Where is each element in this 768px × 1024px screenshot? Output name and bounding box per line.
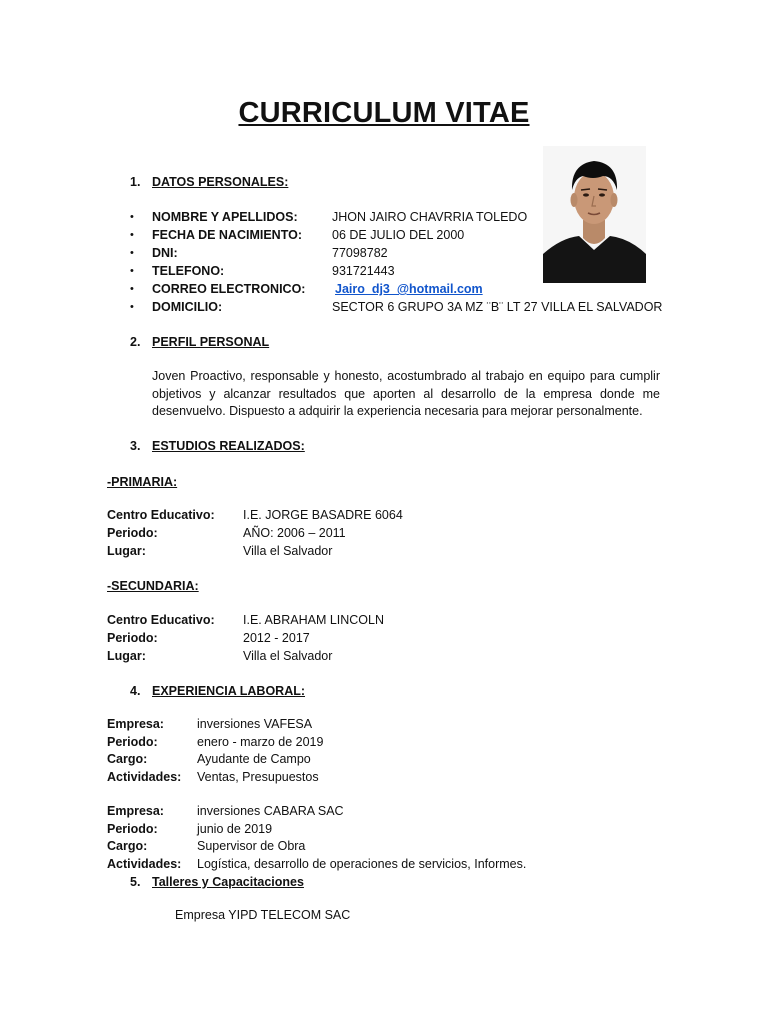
exp-label: Actividades:: [107, 857, 182, 871]
field-label: DNI:: [152, 246, 178, 260]
bullet: •: [130, 211, 134, 223]
person-photo-icon: [543, 146, 646, 283]
bullet: •: [130, 301, 134, 313]
email-link[interactable]: Jairo_dj3_@hotmail.com: [335, 282, 483, 296]
exp-value: inversiones CABARA SAC: [197, 804, 344, 818]
section-number: 4.: [130, 684, 141, 698]
bullet: •: [130, 229, 134, 241]
section-title: ESTUDIOS REALIZADOS:: [152, 439, 305, 453]
secundaria-heading: -SECUNDARIA:: [107, 579, 199, 593]
exp-value: inversiones VAFESA: [197, 717, 313, 731]
edu-value: Villa el Salvador: [243, 649, 333, 663]
field-value: JHON JAIRO CHAVRRIA TOLEDO: [332, 210, 528, 224]
edu-label: Lugar:: [107, 544, 146, 558]
exp-value: Ayudante de Campo: [197, 752, 311, 766]
field-value: 06 DE JULIO DEL 2000: [332, 228, 465, 242]
field-value: SECTOR 6 GRUPO 3A MZ ¨B¨ LT 27 VILLA EL SALVADOR: [332, 300, 663, 314]
bullet: •: [130, 247, 134, 259]
section-number: 1.: [130, 175, 141, 189]
edu-label: Centro Educativo:: [107, 613, 215, 627]
exp-label: Empresa:: [107, 717, 164, 731]
field-label: CORREO ELECTRONICO:: [152, 282, 306, 296]
section-title: DATOS PERSONALES:: [152, 175, 289, 189]
exp-label: Cargo:: [107, 839, 148, 853]
exp-value: Ventas, Presupuestos: [197, 770, 319, 784]
exp-value: enero - marzo de 2019: [197, 735, 324, 749]
exp-label: Periodo:: [107, 735, 158, 749]
exp-label: Cargo:: [107, 752, 148, 766]
exp-value: Supervisor de Obra: [197, 839, 306, 853]
edu-value: Villa el Salvador: [243, 544, 333, 558]
workshop-item: Empresa YIPD TELECOM SAC: [175, 908, 351, 922]
field-label: DOMICILIO:: [152, 300, 223, 314]
edu-value: I.E. ABRAHAM LINCOLN: [243, 613, 385, 627]
edu-value: 2012 - 2017: [243, 631, 310, 645]
profile-photo: [543, 146, 646, 283]
edu-label: Periodo:: [107, 631, 158, 645]
section-number: 2.: [130, 335, 141, 349]
field-label: TELEFONO:: [152, 264, 225, 278]
section-number: 3.: [130, 439, 141, 453]
page-title: CURRICULUM VITAE: [238, 97, 530, 129]
field-value: 77098782: [332, 246, 388, 260]
edu-label: Periodo:: [107, 526, 158, 540]
exp-label: Periodo:: [107, 822, 158, 836]
section-title: PERFIL PERSONAL: [152, 335, 270, 349]
edu-value: AÑO: 2006 – 2011: [243, 526, 346, 540]
section-title: EXPERIENCIA LABORAL:: [152, 684, 306, 698]
edu-value: I.E. JORGE BASADRE 6064: [243, 508, 403, 522]
bullet: •: [130, 283, 134, 295]
edu-label: Lugar:: [107, 649, 146, 663]
field-label: NOMBRE Y APELLIDOS:: [152, 210, 298, 224]
bullet: •: [130, 265, 134, 277]
edu-label: Centro Educativo:: [107, 508, 215, 522]
primaria-heading: -PRIMARIA:: [107, 475, 178, 489]
exp-value: junio de 2019: [197, 822, 273, 836]
exp-label: Empresa:: [107, 804, 164, 818]
profile-paragraph: Joven Proactivo, responsable y honesto, acostumbrado al trabajo en equipo para cumplir objetivos y alcanzar resultados que aporten al desarrollo de la empresa donde me desenvuelvo. Dispuesto a adquirir la experiencia necesaria para mejorar personalmente.: [152, 369, 660, 418]
field-value: 931721443: [332, 264, 395, 278]
section-title: Talleres y Capacitaciones: [152, 875, 304, 889]
exp-value: Logística, desarrollo de operaciones de servicios, Informes.: [197, 857, 527, 871]
exp-label: Actividades:: [107, 770, 182, 784]
field-label: FECHA DE NACIMIENTO:: [152, 228, 302, 242]
section-number: 5.: [130, 875, 141, 889]
